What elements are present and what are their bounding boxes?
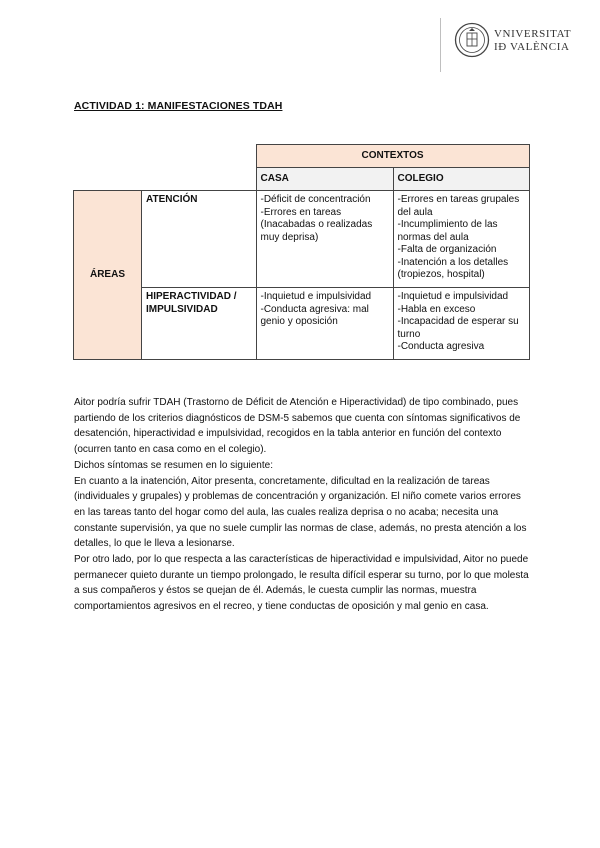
list-item: -Inquietud e impulsividad (260, 291, 372, 302)
row-label-atencion: ATENCIÓN (142, 191, 257, 288)
document-title: ACTIVIDAD 1: MANIFESTACIONES TDAH (74, 100, 283, 112)
cell-atencion-casa (256, 191, 393, 288)
list-item: -Errores en tareas (Inacabadas o realizadas muy deprisa) (260, 206, 373, 243)
table-subheader-row (74, 168, 530, 191)
contexts-header: CONTEXTOS (256, 145, 529, 168)
table-row (74, 288, 530, 360)
column-header-casa: CASA (256, 168, 393, 191)
column-header-colegio: COLEGIO (393, 168, 529, 191)
list-item: -Habla en exceso (397, 303, 476, 315)
list-item: -Falta de organización (397, 244, 497, 255)
paragraph: En cuanto a la inatención, Aitor presenta, concretamente, dificultad en la realización de tareas (individuales y grupales) y problemas de concentración y organización. El niño comete varios errores en las tareas tanto del hogar como del aula, las cuales realiza deprisa o no acaba; necesita una constante supervisión, ya que no suele cumplir las normas de clase, además, no presta atención a los detalles, lo que le lleva a lesionarse. (74, 475, 527, 550)
table-header-row (74, 145, 530, 168)
list-item: -Conducta agresiva: mal genio y oposición (260, 303, 369, 327)
list-item: -Errores en tareas grupales del aula (397, 194, 520, 218)
cell-atencion-colegio (393, 191, 529, 288)
body-text (74, 395, 529, 615)
table-row (74, 191, 530, 288)
list-item: -Inatención a los detalles (tropiezos, hospital) (397, 256, 509, 280)
university-seal-icon (454, 22, 490, 58)
university-logo (440, 18, 570, 68)
cell-hiperactividad-colegio (393, 288, 529, 360)
list-item: -Conducta agresiva (397, 341, 485, 352)
cell-hiperactividad-casa (256, 288, 393, 360)
list-item: -Incapacidad de esperar su turno (397, 316, 519, 340)
paragraph: Aitor podría sufrir TDAH (Trastorno de Déficit de Atención e Hiperactividad) de tipo combinado, pues partiendo de los criterios diagnósticos de DSM-5 sabemos que cuenta con síntomas significativos de desatención, hiperactividad e impulsividad, recogidos en la tabla anterior en función del contexto (ocurren tanto en casa como en el colegio). (74, 397, 521, 456)
manifestations-table (73, 144, 530, 360)
areas-label: ÁREAS (74, 191, 142, 360)
paragraph: Por otro lado, por lo que respecta a las características de hiperactividad e impulsividad, Aitor no puede permanecer quieto durante un tiempo prolongado, le resulta difícil esperar su turno, por lo que molesta a sus compañeros y éstos se quejan de él. Además, le cuesta cumplir las normas, muestra comportamientos agresivos en el recreo, y tiene conductas de oposición y mal genio en casa. (74, 554, 529, 613)
row-label-hiperactividad: HIPERACTIVIDAD / IMPULSIVIDAD (142, 288, 257, 360)
paragraph: Dichos síntomas se resumen en lo siguiente: (74, 459, 273, 471)
list-item: -Incumplimiento de las normas del aula (397, 219, 498, 243)
institution-line-2: IÐ VALÈNCIA (494, 41, 570, 53)
list-item: -Inquietud e impulsividad (397, 291, 509, 302)
institution-line-1: VNIVERSITAT (494, 28, 572, 40)
list-item: -Déficit de concentración (260, 194, 371, 205)
